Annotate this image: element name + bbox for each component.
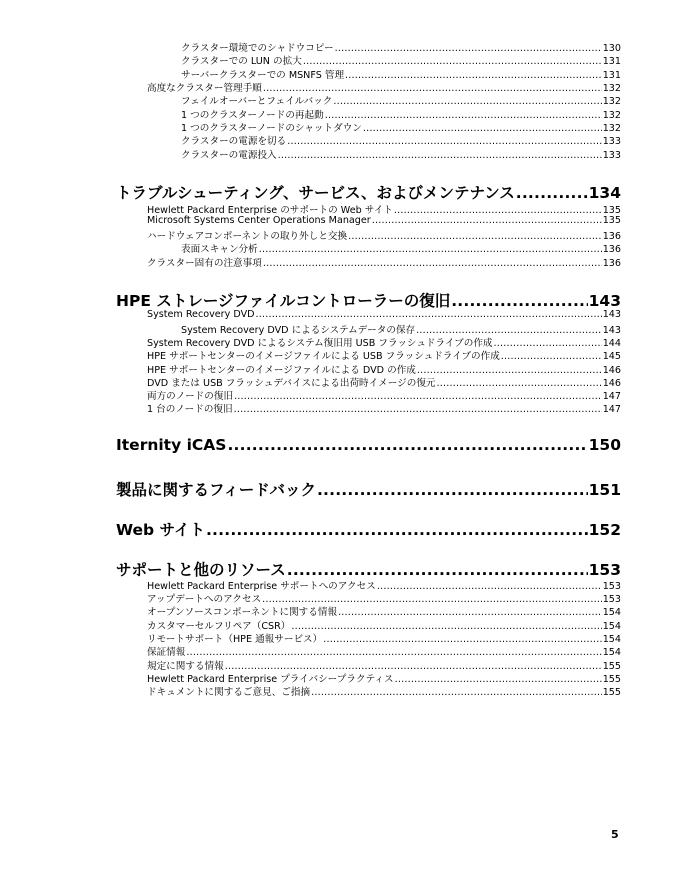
toc-entry-page: 136 <box>602 244 621 255</box>
toc-entry[interactable] <box>147 671 621 685</box>
toc-entry-title: 1 つのクラスターノードのシャットダウン <box>181 123 362 134</box>
toc-leader-dots <box>311 687 602 698</box>
toc-leader-dots <box>501 351 602 362</box>
toc-entry[interactable] <box>147 684 621 698</box>
toc-entry[interactable] <box>181 107 621 121</box>
toc-entry-title: クラスターの電源を切る <box>181 136 287 147</box>
toc-entry-page: 132 <box>602 110 621 121</box>
toc-entry-page: 133 <box>602 136 621 147</box>
toc-chapter-title: Iternity iCAS <box>116 436 227 454</box>
toc-entry-page: 136 <box>602 258 621 269</box>
toc-entry[interactable] <box>181 93 621 107</box>
toc-entry[interactable] <box>147 215 621 226</box>
toc-entry[interactable] <box>147 591 621 605</box>
toc-entry-title: 1 台のノードの復旧 <box>147 404 233 415</box>
toc-entry-title: ドキュメントに関するご意見、ご指摘 <box>147 687 311 698</box>
toc-chapter[interactable] <box>116 558 621 580</box>
toc-entry-title: HPE サポートセンターのイメージファイルによる USB フラッシュドライブの作成 <box>147 351 500 362</box>
toc-leader-dots <box>287 561 588 579</box>
toc-entry[interactable] <box>147 578 621 592</box>
page-number: 5 <box>611 828 619 841</box>
toc-entry-title: オープンソースコンポーネントに関する情報 <box>147 607 338 618</box>
toc-entry-page: 132 <box>602 83 621 94</box>
toc-entry[interactable] <box>147 309 621 320</box>
toc-entry-title: 両方のノードの復旧 <box>147 391 234 402</box>
toc-entry-page: 132 <box>602 123 621 134</box>
toc-entry-title: Hewlett Packard Enterprise サポートへのアクセス <box>147 581 376 592</box>
toc-entry-title: クラスター固有の注意事項 <box>147 258 262 269</box>
toc-entry-page: 145 <box>602 351 621 362</box>
toc-entry-page: 135 <box>602 205 621 216</box>
toc-entry-page: 131 <box>602 56 621 67</box>
toc-entry[interactable] <box>147 335 621 349</box>
toc-chapter[interactable] <box>116 289 621 311</box>
toc-entry-title: ハードウェアコンポーネントの取り外しと交換 <box>147 231 348 242</box>
toc-entry[interactable] <box>147 644 621 658</box>
toc-chapter-page: 143 <box>588 292 621 310</box>
toc-entry[interactable] <box>147 401 621 415</box>
toc-entry-page: 154 <box>602 621 621 632</box>
toc-entry[interactable] <box>147 388 621 402</box>
toc-leader-dots <box>234 404 602 415</box>
toc-entry-page: 136 <box>602 231 621 242</box>
toc-chapter-title: HPE ストレージファイルコントローラーの復旧 <box>116 292 451 310</box>
toc-entry-title: 1 つのクラスターノードの再起動 <box>181 110 324 121</box>
toc-chapter-title: 製品に関するフィードバック <box>116 481 316 499</box>
toc-entry-title: Microsoft Systems Center Operations Manager <box>147 215 371 226</box>
toc-leader-dots <box>186 647 601 658</box>
toc-entry[interactable] <box>181 241 621 255</box>
toc-entry-page: 153 <box>602 581 621 592</box>
toc-entry[interactable] <box>147 604 621 618</box>
toc-entry-title: フェイルオーバーとフェイルバック <box>181 96 333 107</box>
toc-entry-page: 146 <box>602 378 621 389</box>
toc-leader-dots <box>259 244 602 255</box>
toc-chapter[interactable] <box>116 181 621 203</box>
toc-entry-title: System Recovery DVD によるシステムデータの保存 <box>181 325 416 336</box>
toc-leader-dots <box>206 521 588 539</box>
toc-entry-title: 高度なクラスター管理手順 <box>147 83 262 94</box>
toc-leader-dots <box>263 258 602 269</box>
toc-entry[interactable] <box>147 375 621 389</box>
toc-entry[interactable] <box>147 658 621 672</box>
toc-entry[interactable] <box>181 67 621 81</box>
toc-leader-dots <box>333 96 601 107</box>
toc-chapter-page: 150 <box>588 436 621 454</box>
toc-chapter-page: 151 <box>588 481 621 499</box>
toc-entry[interactable] <box>181 322 621 336</box>
toc-leader-dots <box>317 481 588 499</box>
toc-entry-title: 表面スキャン分析 <box>181 244 258 255</box>
toc-entry[interactable] <box>147 255 621 269</box>
toc-entry[interactable] <box>181 120 621 134</box>
toc-entry-page: 147 <box>602 404 621 415</box>
toc-entry-title: クラスター環境でのシャドウコピー <box>181 43 334 54</box>
toc-entry[interactable] <box>147 80 621 94</box>
toc-entry[interactable] <box>181 147 621 161</box>
toc-chapter[interactable] <box>116 478 621 500</box>
toc-entry-page: 154 <box>602 634 621 645</box>
toc-entry[interactable] <box>147 228 621 242</box>
toc-entry-page: 131 <box>602 70 621 81</box>
toc-entry[interactable] <box>181 53 621 67</box>
toc-entry-page: 144 <box>602 338 621 349</box>
toc-entry[interactable] <box>147 362 621 376</box>
toc-entry-title: クラスターでの LUN の拡大 <box>181 56 302 67</box>
toc-entry-title: System Recovery DVD によるシステム復旧用 USB フラッシュドライブの作成 <box>147 338 493 349</box>
toc-leader-dots <box>287 136 601 147</box>
toc-entry[interactable] <box>147 348 621 362</box>
toc-chapter[interactable] <box>116 436 621 454</box>
toc-leader-dots <box>256 309 602 320</box>
toc-entry-page: 143 <box>602 309 621 320</box>
toc-leader-dots <box>372 215 602 226</box>
toc-leader-dots <box>516 184 588 202</box>
toc-entry[interactable] <box>147 202 621 216</box>
toc-entry-title: Hewlett Packard Enterprise プライバシープラクティス <box>147 674 394 685</box>
toc-entry[interactable] <box>181 133 621 147</box>
toc-leader-dots <box>303 56 602 67</box>
toc-entry-title: 規定に関する情報 <box>147 661 224 672</box>
toc-entry-page: 154 <box>602 647 621 658</box>
toc-entry-page: 135 <box>602 215 621 226</box>
toc-entry[interactable] <box>181 40 621 54</box>
toc-entry-title: カスタマーセルフリペア（CSR） <box>147 621 291 632</box>
toc-entry-title: 保証情報 <box>147 647 186 658</box>
toc-entry-page: 155 <box>602 674 621 685</box>
toc-entry-page: 155 <box>602 687 621 698</box>
toc-leader-dots <box>451 292 587 310</box>
toc-entry-page: 132 <box>602 96 621 107</box>
toc-entry-page: 147 <box>602 391 621 402</box>
toc-entry-title: サーバークラスターでの MSNFS 管理 <box>181 70 345 81</box>
toc-leader-dots <box>278 150 602 161</box>
toc-entry-title: DVD または USB フラッシュデバイスによる出荷時イメージの復元 <box>147 378 436 389</box>
toc-leader-dots <box>338 607 602 618</box>
toc-chapter-title: サポートと他のリソース <box>116 561 286 579</box>
toc-entry-page: 155 <box>602 661 621 672</box>
toc-entry-page: 143 <box>602 325 621 336</box>
toc-entry-page: 153 <box>602 594 621 605</box>
toc-entry-page: 146 <box>602 365 621 376</box>
toc-chapter-page: 153 <box>588 561 621 579</box>
toc-chapter-title: Web サイト <box>116 521 205 539</box>
toc-entry-title: アップデートへのアクセス <box>147 594 262 605</box>
toc-leader-dots <box>227 436 587 454</box>
toc-entry-page: 130 <box>602 43 621 54</box>
toc-entry-page: 154 <box>602 607 621 618</box>
toc-entry[interactable] <box>147 631 621 645</box>
toc-entry-title: リモートサポート（HPE 通報サービス） <box>147 634 323 645</box>
toc-entry[interactable] <box>147 618 621 632</box>
toc-entry-page: 133 <box>602 150 621 161</box>
toc-entry-title: Hewlett Packard Enterprise のサポートの Web サイト <box>147 205 393 216</box>
toc-entry-title: クラスターの電源投入 <box>181 150 277 161</box>
toc-entry-title: System Recovery DVD <box>147 309 255 320</box>
toc-entry-title: HPE サポートセンターのイメージファイルによる DVD の作成 <box>147 365 416 376</box>
toc-chapter-title: トラブルシューティング、サービス、およびメンテナンス <box>116 184 515 202</box>
toc-chapter-page: 134 <box>588 184 621 202</box>
toc-chapter-page: 152 <box>588 521 621 539</box>
toc-chapter[interactable] <box>116 518 621 540</box>
